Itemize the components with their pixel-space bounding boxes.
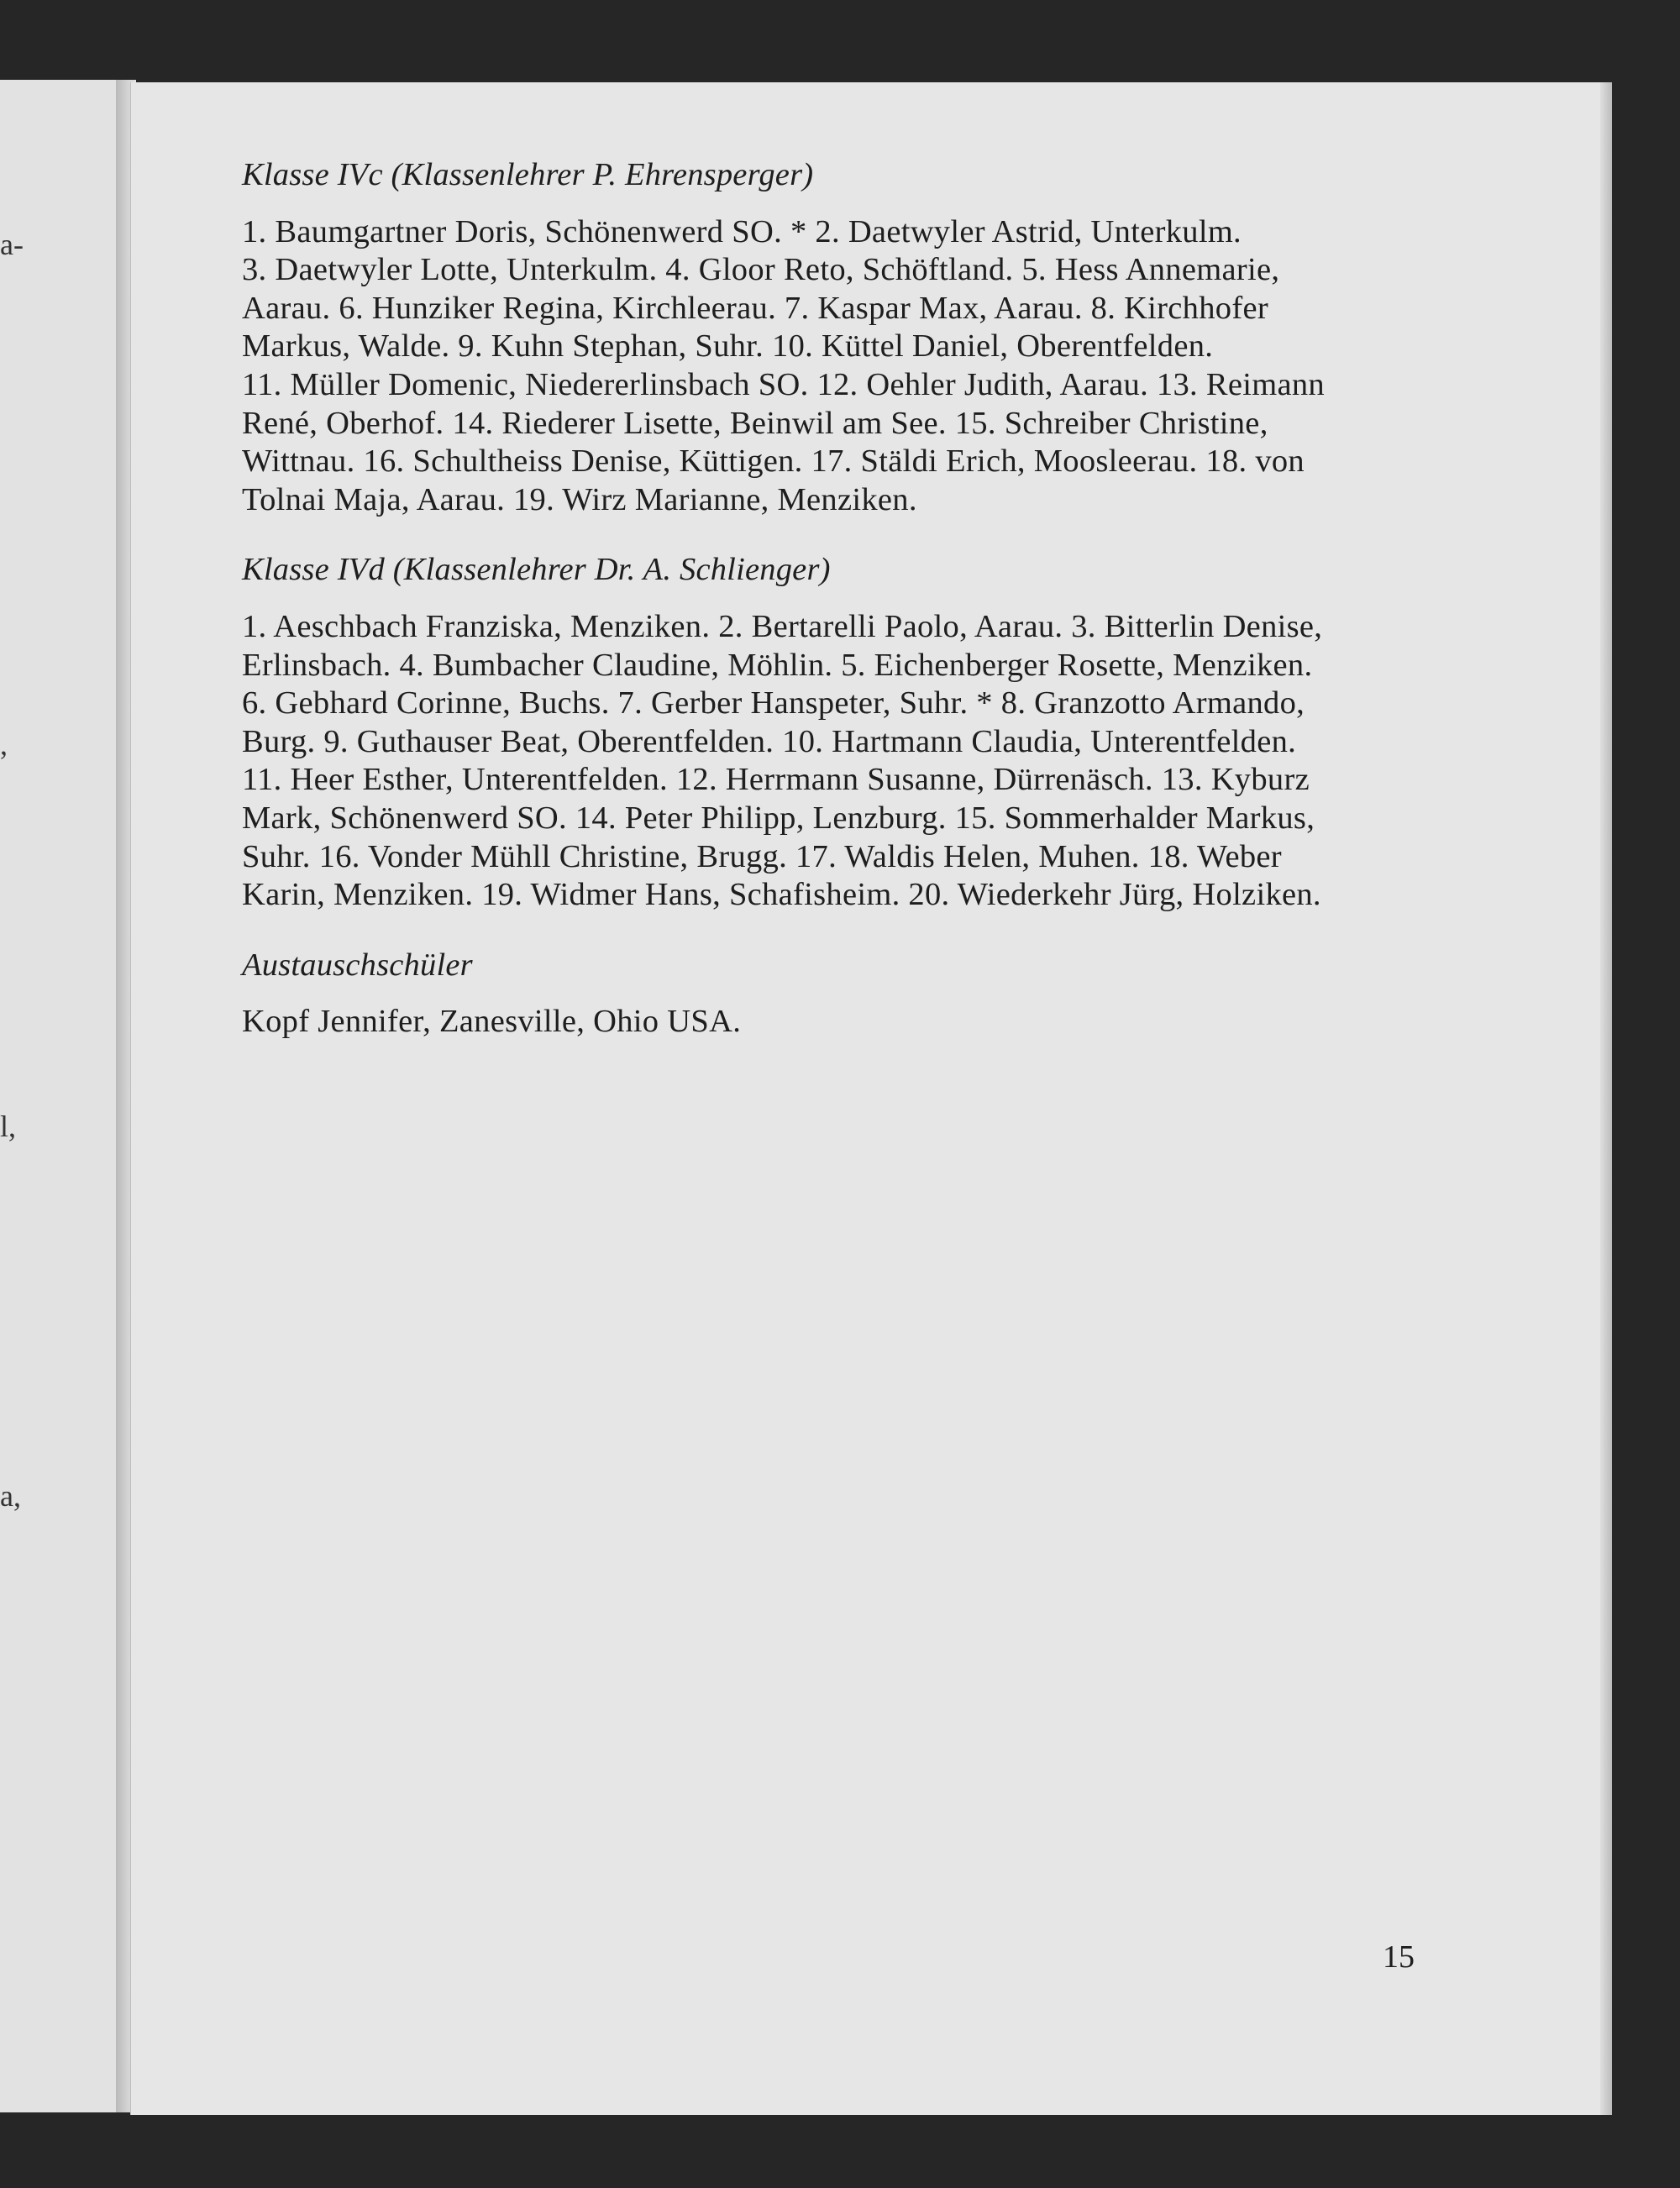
exchange-students-section — [242, 947, 1552, 1042]
text-line: Burg. 9. Guthauser Beat, Oberentfelden. 10. Hartmann Claudia, Unterentfelden. — [242, 723, 1297, 759]
text-line: Wittnau. 16. Schultheiss Denise, Küttigen. 17. Stäldi Erich, Moosleerau. 18. von — [242, 443, 1305, 480]
left-page-fragment: , — [0, 727, 8, 761]
left-page-fragment: l, — [0, 1110, 17, 1143]
section-heading: Klasse IVc (Klassenlehrer P. Ehrensperger) — [242, 157, 814, 192]
text-line: 1. Baumgartner Doris, Schönenwerd SO. * 2. Daetwyler Astrid, Unterkulm. — [242, 213, 1242, 249]
text-line: Mark, Schönenwerd SO. 14. Peter Philipp, Lenzburg. 15. Sommerhalder Markus, — [242, 800, 1315, 836]
section-heading: Klasse IVd (Klassenlehrer Dr. A. Schlienger) — [242, 552, 831, 588]
text-line: 3. Daetwyler Lotte, Unterkulm. 4. Gloor Reto, Schöftland. 5. Hess Annemarie, — [242, 252, 1280, 288]
section-heading: Austauschschüler — [242, 947, 473, 983]
page-content — [242, 156, 1552, 1073]
text-line: Erlinsbach. 4. Bumbacher Claudine, Möhlin. 5. Eichenberger Rosette, Menziken. — [242, 647, 1313, 683]
text-line: Karin, Menziken. 19. Widmer Hans, Schafisheim. 20. Wiederkehr Jürg, Holziken. — [242, 877, 1321, 913]
previous-page-edge — [0, 80, 128, 2112]
page-number: 15 — [1383, 1939, 1415, 1975]
text-line: 1. Aeschbach Franziska, Menziken. 2. Bertarelli Paolo, Aarau. 3. Bitterlin Denise, — [242, 608, 1323, 644]
class-section-ivc — [242, 156, 1552, 519]
student-list — [242, 608, 1426, 915]
text-line: 11. Müller Domenic, Niedererlinsbach SO. 12. Oehler Judith, Aarau. 13. Reimann — [242, 366, 1325, 402]
text-line: 6. Gebhard Corinne, Buchs. 7. Gerber Hanspeter, Suhr. * 8. Granzotto Armando, — [242, 685, 1305, 721]
class-section-ivd — [242, 551, 1552, 914]
text-line: 11. Heer Esther, Unterentfelden. 12. Herrmann Susanne, Dürrenäsch. 13. Kyburz — [242, 762, 1310, 798]
student-list — [242, 1003, 1426, 1042]
document-page — [130, 82, 1609, 2115]
text-line: Suhr. 16. Vonder Mühll Christine, Brugg. 17. Waldis Helen, Muhen. 18. Weber — [242, 838, 1282, 874]
text-line: Kopf Jennifer, Zanesville, Ohio USA. — [242, 1004, 742, 1040]
text-line: Aarau. 6. Hunziker Regina, Kirchleerau. 7. Kaspar Max, Aarau. 8. Kirchhofer — [242, 290, 1268, 326]
left-page-fragment: a, — [0, 1479, 21, 1513]
text-line: Tolnai Maja, Aarau. 19. Wirz Marianne, Menziken. — [242, 481, 917, 517]
left-page-fragment: a- — [0, 228, 24, 261]
student-list — [242, 213, 1426, 520]
text-line: René, Oberhof. 14. Riederer Lisette, Beinwil am See. 15. Schreiber Christine, — [242, 405, 1268, 441]
text-line: Markus, Walde. 9. Kuhn Stephan, Suhr. 10. Küttel Daniel, Oberentfelden. — [242, 328, 1214, 365]
page-edge-shadow — [1600, 82, 1612, 2115]
